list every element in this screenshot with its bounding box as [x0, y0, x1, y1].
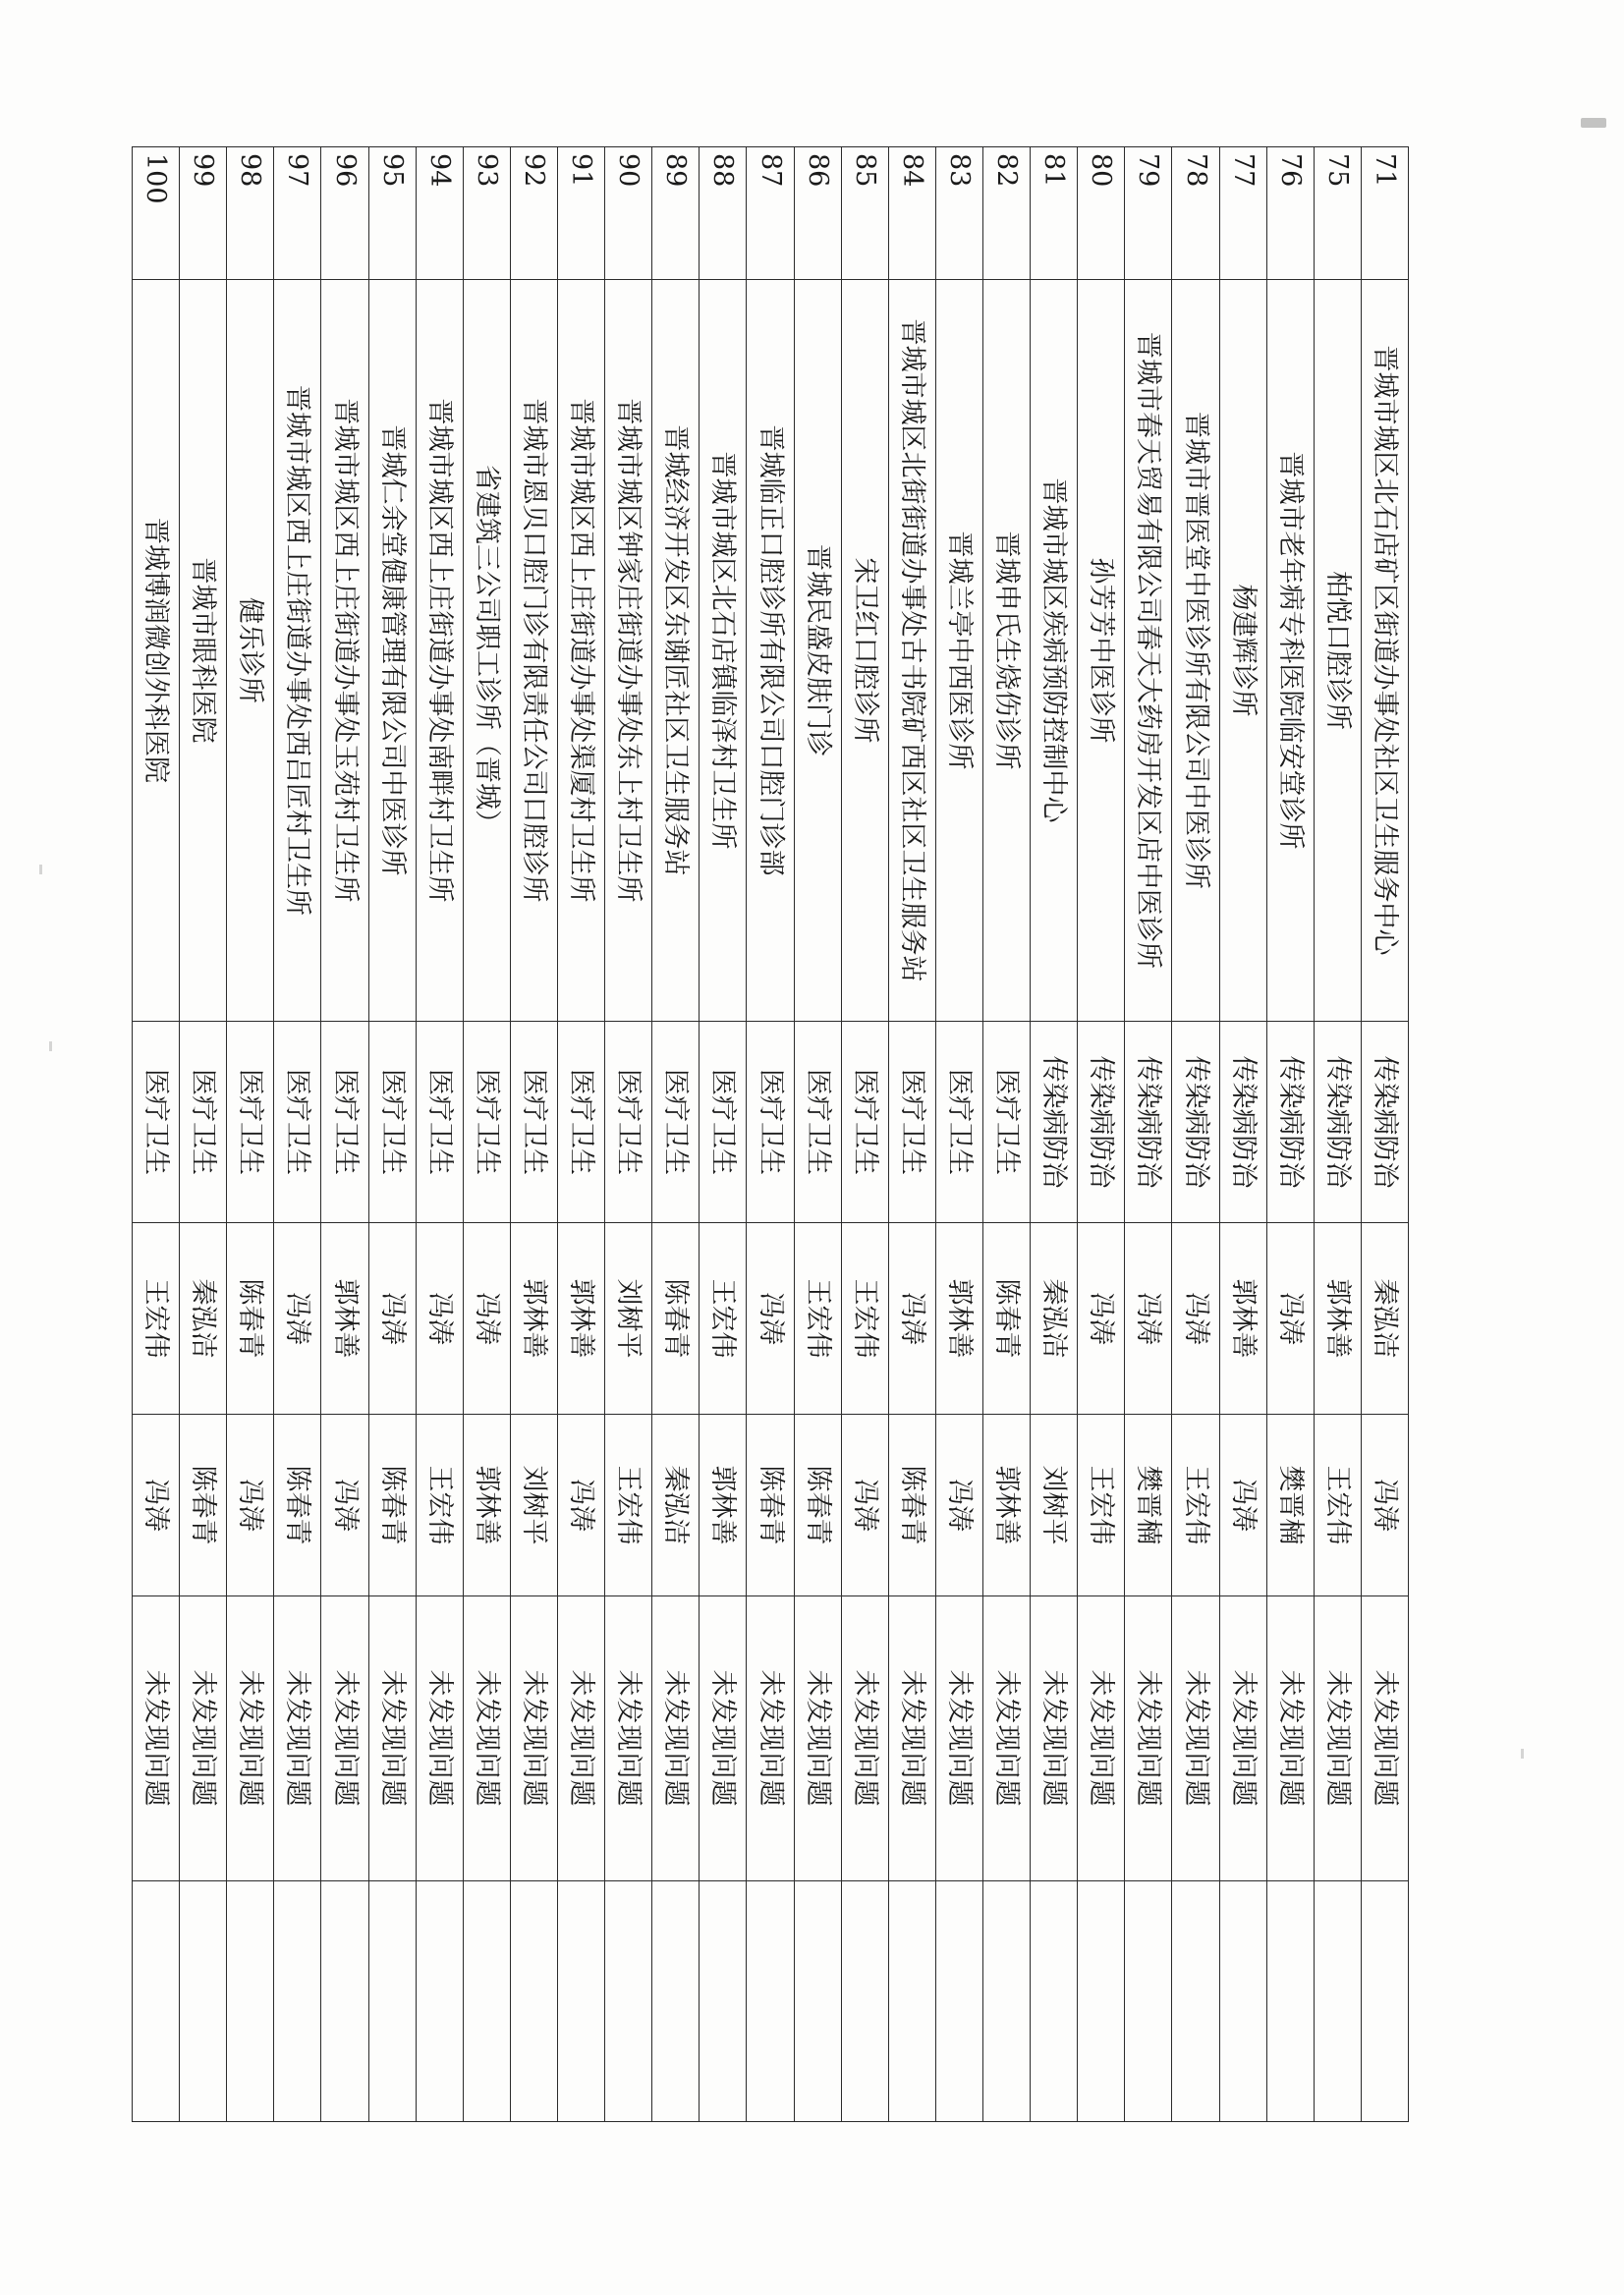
institution-name: 晋城兰亭中西医诊所: [935, 280, 982, 1022]
inspector-1: 秦泓洁: [1361, 1223, 1408, 1415]
inspection-result: 未发现问题: [133, 1596, 180, 1881]
table-row: [133, 147, 180, 2122]
institution-name: 晋城市晋医堂中医诊所有限公司中医诊所: [1172, 280, 1219, 1022]
scan-speck: [49, 1041, 52, 1051]
inspection-result: 未发现问题: [463, 1596, 510, 1881]
inspection-result: 未发现问题: [700, 1596, 747, 1881]
table-body: [133, 147, 1409, 2122]
inspector-2: 秦泓洁: [652, 1415, 700, 1596]
inspection-category: 医疗卫生: [510, 1022, 557, 1223]
table-row: [1172, 147, 1219, 2122]
inspection-category: 医疗卫生: [368, 1022, 416, 1223]
inspector-2: 陈春青: [747, 1415, 794, 1596]
inspector-1: 冯涛: [1266, 1223, 1314, 1415]
remarks: [794, 1881, 841, 2122]
institution-name: 省建筑三公司职工诊所（晋城）: [463, 280, 510, 1022]
table-row: [558, 147, 605, 2122]
inspector-1: 冯涛: [463, 1223, 510, 1415]
table-row: [1314, 147, 1361, 2122]
row-number: 77: [1219, 147, 1266, 280]
table-row: [510, 147, 557, 2122]
institution-name: 晋城市城区西上庄街道办事处玉苑村卫生所: [321, 280, 368, 1022]
remarks: [1314, 1881, 1361, 2122]
inspector-1: 秦泓洁: [1031, 1223, 1078, 1415]
institution-name: 晋城博润微创外科医院: [133, 280, 180, 1022]
inspector-1: 郭林善: [321, 1223, 368, 1415]
inspector-1: 秦泓洁: [180, 1223, 227, 1415]
inspector-1: 王宏伟: [841, 1223, 888, 1415]
table-row: [1361, 147, 1408, 2122]
inspection-category: 医疗卫生: [463, 1022, 510, 1223]
row-number: 84: [888, 147, 935, 280]
table-row: [1031, 147, 1078, 2122]
inspection-result: 未发现问题: [1078, 1596, 1125, 1881]
inspector-1: 冯涛: [1078, 1223, 1125, 1415]
inspector-2: 陈春青: [888, 1415, 935, 1596]
inspector-2: 冯涛: [1219, 1415, 1266, 1596]
row-number: 81: [1031, 147, 1078, 280]
row-number: 90: [605, 147, 652, 280]
inspection-result: 未发现问题: [794, 1596, 841, 1881]
remarks: [321, 1881, 368, 2122]
table-row: [321, 147, 368, 2122]
inspection-result: 未发现问题: [983, 1596, 1031, 1881]
inspection-result: 未发现问题: [1172, 1596, 1219, 1881]
remarks: [510, 1881, 557, 2122]
table-row: [794, 147, 841, 2122]
institution-name: 晋城市眼科医院: [180, 280, 227, 1022]
institution-name: 晋城市恩贝口腔门诊有限责任公司口腔诊所: [510, 280, 557, 1022]
inspector-1: 陈春青: [983, 1223, 1031, 1415]
table-row: [983, 147, 1031, 2122]
institution-name: 孙芳芳中医诊所: [1078, 280, 1125, 1022]
institution-name: 晋城市城区西上庄街道办事处渠厦村卫生所: [558, 280, 605, 1022]
scan-speck: [39, 865, 42, 874]
table-row: [180, 147, 227, 2122]
row-number: 75: [1314, 147, 1361, 280]
inspection-result: 未发现问题: [274, 1596, 321, 1881]
table-row: [935, 147, 982, 2122]
inspection-result: 未发现问题: [1125, 1596, 1172, 1881]
remarks: [1266, 1881, 1314, 2122]
remarks: [983, 1881, 1031, 2122]
remarks: [180, 1881, 227, 2122]
inspector-1: 冯涛: [274, 1223, 321, 1415]
inspector-1: 刘树平: [605, 1223, 652, 1415]
institution-name: 晋城市城区北石店镇临泽村卫生所: [700, 280, 747, 1022]
institution-name: 晋城市城区疾病预防控制中心: [1031, 280, 1078, 1022]
row-number: 98: [227, 147, 274, 280]
table-row: [463, 147, 510, 2122]
inspection-result: 未发现问题: [558, 1596, 605, 1881]
remarks: [1219, 1881, 1266, 2122]
inspector-2: 冯涛: [935, 1415, 982, 1596]
inspection-category: 医疗卫生: [558, 1022, 605, 1223]
inspection-category: 传染病防治: [1314, 1022, 1361, 1223]
inspector-1: 郭林善: [1314, 1223, 1361, 1415]
inspection-category: 传染病防治: [1172, 1022, 1219, 1223]
inspector-2: 冯涛: [558, 1415, 605, 1596]
row-number: 100: [133, 147, 180, 280]
row-number: 91: [558, 147, 605, 280]
remarks: [368, 1881, 416, 2122]
inspector-1: 冯涛: [1172, 1223, 1219, 1415]
inspection-result: 未发现问题: [935, 1596, 982, 1881]
inspection-result: 未发现问题: [368, 1596, 416, 1881]
remarks: [747, 1881, 794, 2122]
row-number: 89: [652, 147, 700, 280]
inspection-category: 医疗卫生: [133, 1022, 180, 1223]
inspector-1: 王宏伟: [700, 1223, 747, 1415]
inspector-1: 郭林善: [935, 1223, 982, 1415]
inspector-2: 刘树平: [1031, 1415, 1078, 1596]
inspection-result: 未发现问题: [321, 1596, 368, 1881]
inspection-category: 医疗卫生: [321, 1022, 368, 1223]
row-number: 86: [794, 147, 841, 280]
remarks: [274, 1881, 321, 2122]
inspection-category: 医疗卫生: [983, 1022, 1031, 1223]
table-row: [747, 147, 794, 2122]
table-row: [841, 147, 888, 2122]
inspector-1: 王宏伟: [794, 1223, 841, 1415]
inspection-category: 医疗卫生: [416, 1022, 463, 1223]
inspector-2: 郭林善: [463, 1415, 510, 1596]
remarks: [1172, 1881, 1219, 2122]
inspection-result: 未发现问题: [841, 1596, 888, 1881]
row-number: 85: [841, 147, 888, 280]
inspector-1: 冯涛: [368, 1223, 416, 1415]
row-number: 83: [935, 147, 982, 280]
inspection-category: 医疗卫生: [794, 1022, 841, 1223]
remarks: [841, 1881, 888, 2122]
row-number: 87: [747, 147, 794, 280]
inspection-category: 医疗卫生: [935, 1022, 982, 1223]
inspection-result: 未发现问题: [888, 1596, 935, 1881]
inspection-category: 医疗卫生: [841, 1022, 888, 1223]
institution-name: 健乐诊所: [227, 280, 274, 1022]
row-number: 88: [700, 147, 747, 280]
inspector-1: 冯涛: [747, 1223, 794, 1415]
institution-name: 晋城市城区西上庄街道办事处西吕匠村卫生所: [274, 280, 321, 1022]
table-row: [1078, 147, 1125, 2122]
rotated-table-wrapper: [132, 146, 1409, 2121]
inspector-1: 郭林善: [1219, 1223, 1266, 1415]
inspection-category: 传染病防治: [1266, 1022, 1314, 1223]
inspector-1: 郭林善: [558, 1223, 605, 1415]
remarks: [1125, 1881, 1172, 2122]
table-row: [274, 147, 321, 2122]
inspector-2: 王宏伟: [416, 1415, 463, 1596]
inspection-category: 医疗卫生: [888, 1022, 935, 1223]
inspector-2: 樊晋楠: [1266, 1415, 1314, 1596]
inspector-1: 冯涛: [888, 1223, 935, 1415]
inspection-category: 医疗卫生: [700, 1022, 747, 1223]
inspector-2: 王宏伟: [1314, 1415, 1361, 1596]
inspection-result: 未发现问题: [1031, 1596, 1078, 1881]
scan-speck: [1521, 1749, 1524, 1759]
institution-name: 晋城市城区西上庄街道办事处南畔村卫生所: [416, 280, 463, 1022]
remarks: [888, 1881, 935, 2122]
remarks: [463, 1881, 510, 2122]
table-row: [1219, 147, 1266, 2122]
remarks: [1361, 1881, 1408, 2122]
inspector-2: 郭林善: [983, 1415, 1031, 1596]
inspection-result: 未发现问题: [1219, 1596, 1266, 1881]
inspection-result: 未发现问题: [1361, 1596, 1408, 1881]
inspector-2: 郭林善: [700, 1415, 747, 1596]
inspection-result: 未发现问题: [1266, 1596, 1314, 1881]
inspector-2: 陈春青: [274, 1415, 321, 1596]
table-row: [888, 147, 935, 2122]
inspector-2: 冯涛: [1361, 1415, 1408, 1596]
table-row: [652, 147, 700, 2122]
inspection-results-table: [132, 146, 1409, 2122]
inspection-result: 未发现问题: [652, 1596, 700, 1881]
remarks: [1078, 1881, 1125, 2122]
inspection-category: 医疗卫生: [227, 1022, 274, 1223]
inspector-2: 刘树平: [510, 1415, 557, 1596]
remarks: [416, 1881, 463, 2122]
inspection-category: 医疗卫生: [747, 1022, 794, 1223]
row-number: 80: [1078, 147, 1125, 280]
institution-name: 晋城申氏生烧伤诊所: [983, 280, 1031, 1022]
inspection-result: 未发现问题: [227, 1596, 274, 1881]
inspector-1: 冯涛: [1125, 1223, 1172, 1415]
row-number: 82: [983, 147, 1031, 280]
inspector-2: 王宏伟: [1172, 1415, 1219, 1596]
table-row: [700, 147, 747, 2122]
table-row: [1125, 147, 1172, 2122]
row-number: 93: [463, 147, 510, 280]
inspector-1: 冯涛: [416, 1223, 463, 1415]
inspection-category: 医疗卫生: [274, 1022, 321, 1223]
inspection-category: 医疗卫生: [605, 1022, 652, 1223]
remarks: [227, 1881, 274, 2122]
table-row: [605, 147, 652, 2122]
remarks: [605, 1881, 652, 2122]
inspection-category: 传染病防治: [1031, 1022, 1078, 1223]
institution-name: 晋城市城区北街街道办事处古书院矿西区社区卫生服务站: [888, 280, 935, 1022]
inspector-1: 陈春青: [227, 1223, 274, 1415]
institution-name: 晋城临正口腔诊所有限公司口腔门诊部: [747, 280, 794, 1022]
institution-name: 杨建辉诊所: [1219, 280, 1266, 1022]
remarks: [700, 1881, 747, 2122]
inspection-result: 未发现问题: [747, 1596, 794, 1881]
inspector-1: 陈春青: [652, 1223, 700, 1415]
scan-mark: [1581, 118, 1606, 128]
inspector-2: 樊晋楠: [1125, 1415, 1172, 1596]
inspection-category: 传染病防治: [1125, 1022, 1172, 1223]
remarks: [133, 1881, 180, 2122]
inspector-1: 郭林善: [510, 1223, 557, 1415]
inspector-2: 冯涛: [133, 1415, 180, 1596]
remarks: [558, 1881, 605, 2122]
inspector-1: 王宏伟: [133, 1223, 180, 1415]
remarks: [1031, 1881, 1078, 2122]
row-number: 79: [1125, 147, 1172, 280]
row-number: 78: [1172, 147, 1219, 280]
inspection-result: 未发现问题: [416, 1596, 463, 1881]
inspection-category: 医疗卫生: [180, 1022, 227, 1223]
inspector-2: 冯涛: [321, 1415, 368, 1596]
inspector-2: 冯涛: [841, 1415, 888, 1596]
inspector-2: 王宏伟: [1078, 1415, 1125, 1596]
inspection-category: 传染病防治: [1219, 1022, 1266, 1223]
inspection-category: 传染病防治: [1078, 1022, 1125, 1223]
inspection-result: 未发现问题: [180, 1596, 227, 1881]
row-number: 97: [274, 147, 321, 280]
inspection-category: 传染病防治: [1361, 1022, 1408, 1223]
inspector-2: 冯涛: [227, 1415, 274, 1596]
row-number: 99: [180, 147, 227, 280]
inspector-2: 陈春青: [794, 1415, 841, 1596]
row-number: 76: [1266, 147, 1314, 280]
institution-name: 晋城市城区钟家庄街道办事处东上村卫生所: [605, 280, 652, 1022]
inspection-result: 未发现问题: [1314, 1596, 1361, 1881]
institution-name: 晋城市城区北石店矿区街道办事处社区卫生服务中心: [1361, 280, 1408, 1022]
table-row: [1266, 147, 1314, 2122]
row-number: 95: [368, 147, 416, 280]
table-row: [227, 147, 274, 2122]
institution-name: 晋城市老年病专科医院临安堂诊所: [1266, 280, 1314, 1022]
inspector-2: 陈春青: [368, 1415, 416, 1596]
row-number: 94: [416, 147, 463, 280]
institution-name: 晋城市春天贸易有限公司春天大药房开发区店中医诊所: [1125, 280, 1172, 1022]
inspection-result: 未发现问题: [605, 1596, 652, 1881]
inspection-category: 医疗卫生: [652, 1022, 700, 1223]
row-number: 71: [1361, 147, 1408, 280]
table-row: [368, 147, 416, 2122]
inspector-2: 陈春青: [180, 1415, 227, 1596]
institution-name: 晋城仁余堂健康管理有限公司中医诊所: [368, 280, 416, 1022]
institution-name: 柏悦口腔诊所: [1314, 280, 1361, 1022]
institution-name: 晋城经济开发区东谢匠社区卫生服务站: [652, 280, 700, 1022]
inspection-result: 未发现问题: [510, 1596, 557, 1881]
table-row: [416, 147, 463, 2122]
inspector-2: 王宏伟: [605, 1415, 652, 1596]
institution-name: 宋卫红口腔诊所: [841, 280, 888, 1022]
row-number: 92: [510, 147, 557, 280]
row-number: 96: [321, 147, 368, 280]
remarks: [935, 1881, 982, 2122]
institution-name: 晋城民盛皮肤门诊: [794, 280, 841, 1022]
remarks: [652, 1881, 700, 2122]
